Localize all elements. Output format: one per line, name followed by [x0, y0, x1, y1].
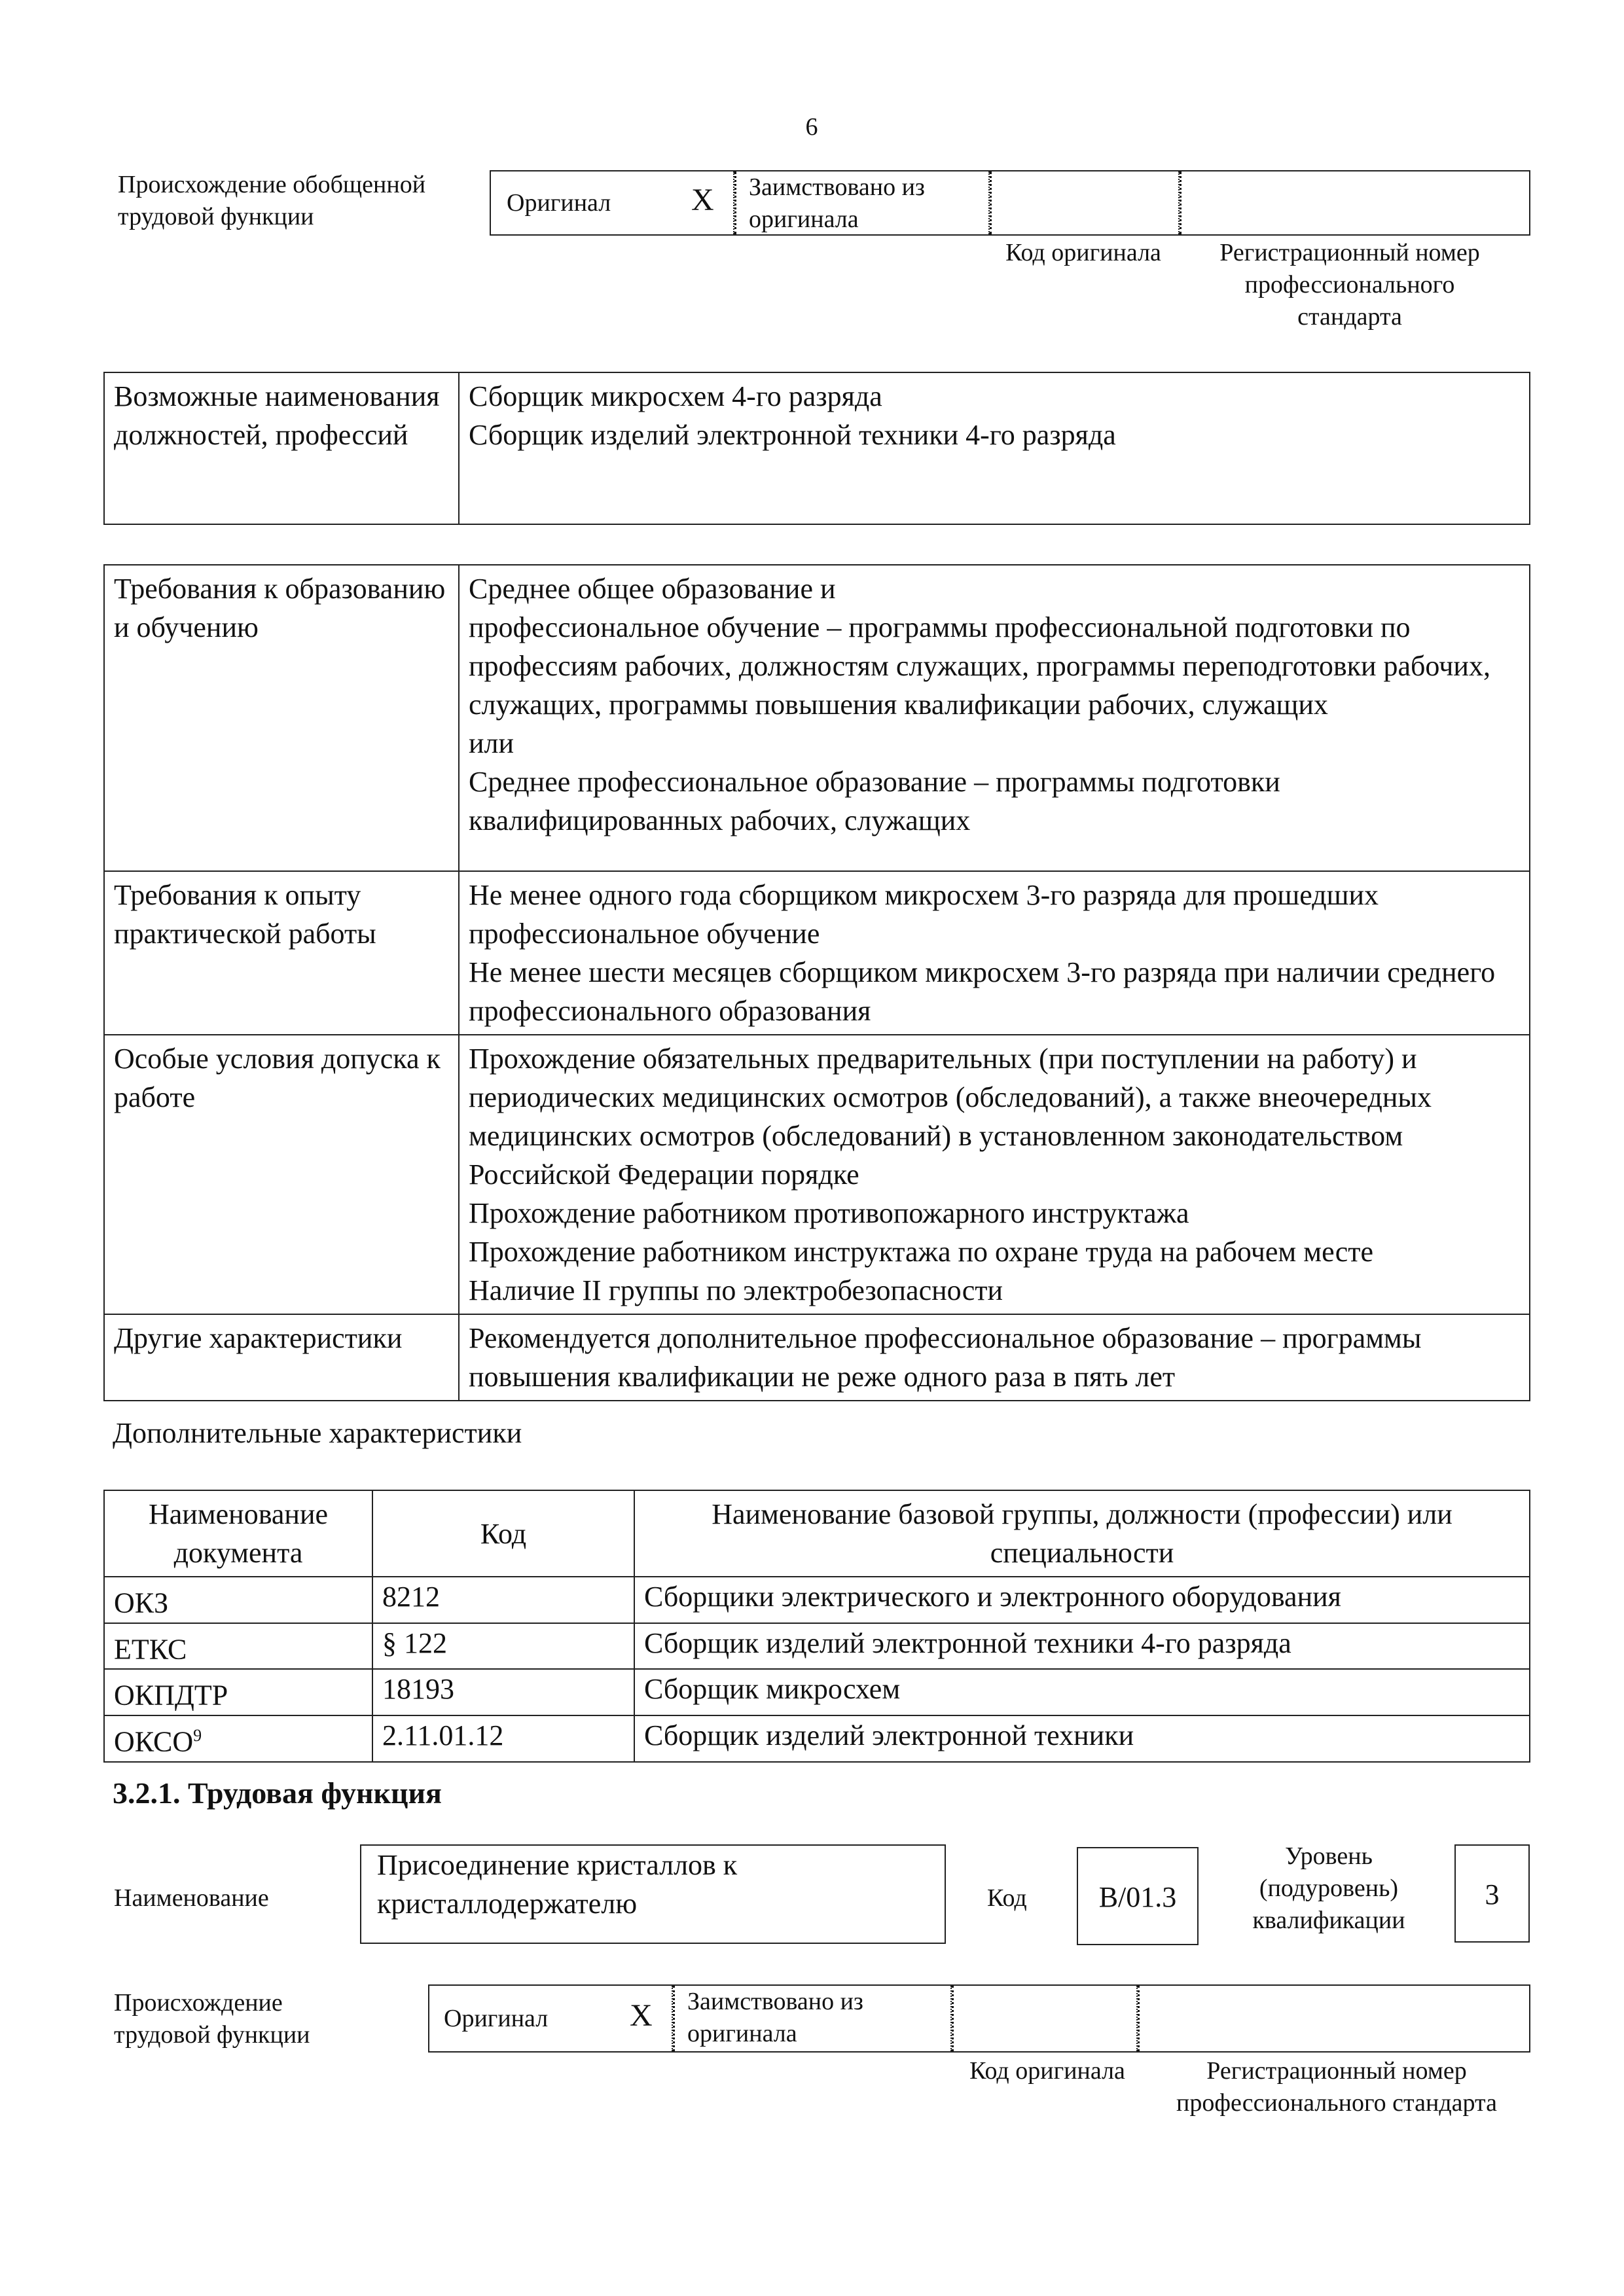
req-line: Прохождение работником инструктажа по охране труда на рабочем месте	[469, 1236, 1373, 1268]
borrowed-label: Заимствовано из оригинала	[687, 1988, 863, 2047]
row-code: 8212	[372, 1577, 634, 1623]
req-line: или	[469, 727, 514, 759]
origin-label: Происхождение обобщенной трудовой функции	[118, 171, 426, 230]
req-line: профессиональное обучение – программы профессиональной подготовки по профессиям рабочих, должностям служащих, программы переподготовки рабочих, служащих, программы повышения квалификации рабочих, служащих	[469, 611, 1490, 721]
req-line: Не менее шести месяцев сборщиком микросхем 3-го разряда при наличии среднего профессионального образования	[469, 956, 1496, 1027]
req-label-other: Другие характеристики	[104, 1314, 459, 1401]
positions-values	[459, 372, 1530, 524]
header-name: Наименование базовой группы, должности (профессии) или специальности	[634, 1490, 1530, 1577]
reg-number-caption: Регистрационный номер профессионального стандарта	[1176, 2057, 1497, 2117]
req-line: Прохождение обязательных предварительных (при поступлении на работу) и периодических медицинских осмотров (обследований), а также внеочередных медицинских осмотров (обследований) в установленном законодательством Российской Федерации порядке	[469, 1043, 1432, 1191]
row-name: Сборщики электрического и электронного оборудования	[634, 1577, 1530, 1623]
req-line: Прохождение работником противопожарного инструктажа	[469, 1197, 1189, 1229]
origin-bottom-label: Происхождение трудовой функции	[114, 1989, 310, 2049]
function-name-label: Наименование	[114, 1884, 269, 1912]
function-level-label: Уровень (подуровень) квалификации	[1252, 1842, 1405, 1934]
original-label: Оригинал	[444, 2005, 549, 2032]
function-level-box: 3	[1454, 1844, 1530, 1943]
function-heading: 3.2.1. Трудовая функция	[113, 1776, 442, 1810]
req-label-education: Требования к образованию и обучению	[104, 565, 459, 871]
row-doc: ОКСО$^9$	[104, 1715, 372, 1762]
header-doc: Наименование документа	[104, 1490, 372, 1577]
header-code: Код	[372, 1490, 634, 1577]
row-doc: ОКПДТР	[104, 1669, 372, 1715]
row-doc: ЕТКС	[104, 1623, 372, 1670]
original-label: Оригинал	[507, 189, 611, 217]
function-code-box: B/01.3	[1077, 1847, 1199, 1945]
req-line: Не менее одного года сборщиком микросхем 3-го разряда для прошедших профессиональное обучение	[469, 879, 1379, 950]
req-value-experience	[459, 871, 1530, 1035]
row-name: Сборщик изделий электронной техники 4-го разряда	[634, 1623, 1530, 1670]
additional-heading: Дополнительные характеристики	[113, 1417, 522, 1449]
row-code: § 122	[372, 1623, 634, 1670]
req-line: Рекомендуется дополнительное профессиональное образование – программы повышения квалификации не реже одного раза в пять лет	[469, 1322, 1422, 1393]
requirements-table	[103, 564, 1530, 1401]
row-code: 2.11.01.12	[372, 1715, 634, 1762]
req-line: Наличие II группы по электробезопасности	[469, 1274, 1003, 1306]
origin-bottom-table	[428, 1984, 1530, 2053]
row-code: 18193	[372, 1669, 634, 1715]
positions-label: Возможные наименования должностей, профессий	[104, 372, 459, 524]
req-line: Среднее профессиональное образование – программы подготовки квалифицированных рабочих, служащих	[469, 766, 1280, 836]
req-label-admission: Особые условия допуска к работе	[104, 1035, 459, 1314]
function-name-box: Присоединение кристаллов к кристаллодержателю	[360, 1844, 946, 1944]
original-mark: X	[630, 1998, 653, 2033]
code-original-caption: Код оригинала	[969, 2057, 1125, 2085]
row-name: Сборщик изделий электронной техники	[634, 1715, 1530, 1762]
req-label-experience: Требования к опыту практической работы	[104, 871, 459, 1035]
req-value-admission	[459, 1035, 1530, 1314]
code-original-caption: Код оригинала	[1005, 239, 1161, 266]
positions-table	[103, 372, 1530, 525]
original-mark: X	[691, 183, 714, 217]
row-name: Сборщик микросхем	[634, 1669, 1530, 1715]
origin-table	[490, 170, 1530, 236]
additional-table	[103, 1490, 1530, 1763]
req-value-education	[459, 565, 1530, 871]
req-line: Среднее общее образование и	[469, 573, 836, 605]
position-item: Сборщик изделий электронной техники 4-го разряда	[469, 419, 1116, 451]
position-item: Сборщик микросхем 4-го разряда	[469, 380, 882, 412]
req-value-other	[459, 1314, 1530, 1401]
page-number: 6	[805, 113, 818, 141]
reg-number-caption: Регистрационный номер профессионального стандарта	[1219, 239, 1480, 331]
borrowed-label: Заимствовано из оригинала	[749, 173, 925, 233]
row-doc: ОКЗ	[104, 1577, 372, 1623]
function-code-label: Код	[987, 1884, 1027, 1912]
